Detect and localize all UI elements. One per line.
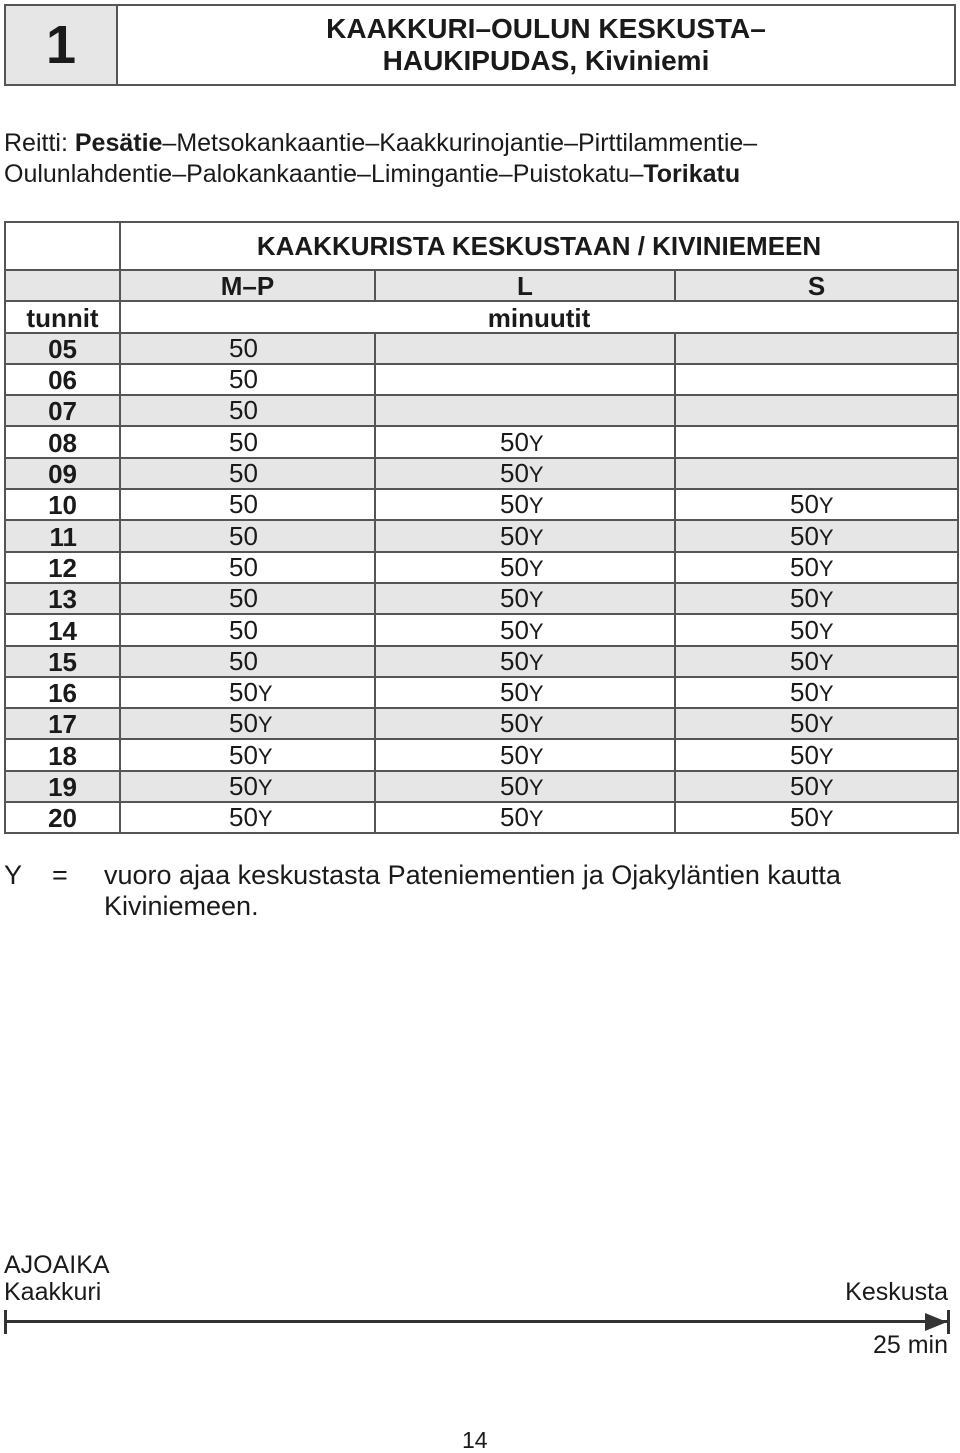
departure-time bbox=[229, 551, 258, 582]
minute-cell-s bbox=[675, 552, 958, 583]
hour-cell: 14 bbox=[5, 614, 120, 645]
departure-time bbox=[229, 804, 273, 832]
route-title bbox=[118, 6, 954, 84]
hour-cell: 10 bbox=[5, 489, 120, 520]
departure-time bbox=[229, 614, 258, 645]
minute-cell-mp bbox=[120, 646, 375, 677]
timetable bbox=[4, 221, 959, 834]
minute-value: 50 bbox=[500, 458, 529, 489]
minute-value: 50 bbox=[790, 677, 819, 708]
minute-cell-l bbox=[375, 802, 675, 833]
minute-cell-l bbox=[375, 614, 675, 645]
minute-cell-s bbox=[675, 677, 958, 708]
route-variant-marker: Y bbox=[528, 555, 544, 581]
minute-cell-l bbox=[375, 333, 675, 364]
table-row bbox=[5, 739, 958, 770]
minute-value: 50 bbox=[790, 708, 819, 739]
departure-time bbox=[229, 773, 273, 801]
minute-cell-mp bbox=[120, 489, 375, 520]
minute-cell-mp bbox=[120, 333, 375, 364]
table-row bbox=[5, 708, 958, 739]
departure-time bbox=[790, 645, 834, 676]
route-title-line-1: KAAKKURI–OULUN KESKUSTA– bbox=[326, 13, 766, 44]
route-variant-marker: Y bbox=[257, 743, 273, 769]
day-header-s: S bbox=[675, 270, 958, 301]
hour-cell: 13 bbox=[5, 583, 120, 614]
minute-value: 50 bbox=[229, 426, 258, 457]
minute-value: 50 bbox=[229, 771, 258, 802]
departure-time bbox=[500, 773, 544, 801]
table-row bbox=[5, 771, 958, 802]
hour-cell: 09 bbox=[5, 458, 120, 489]
minute-value: 50 bbox=[790, 739, 819, 770]
departure-time bbox=[500, 426, 544, 457]
route-variant-marker: Y bbox=[528, 462, 544, 488]
departure-time bbox=[229, 739, 273, 770]
minute-value: 50 bbox=[500, 583, 529, 614]
route-variant-marker: Y bbox=[818, 555, 834, 581]
minute-cell-mp bbox=[120, 583, 375, 614]
minute-cell-mp bbox=[120, 395, 375, 426]
minute-value: 50 bbox=[229, 645, 258, 676]
minute-value: 50 bbox=[229, 614, 258, 645]
route-variant-marker: Y bbox=[818, 649, 834, 675]
hour-cell: 18 bbox=[5, 739, 120, 770]
minute-cell-l bbox=[375, 771, 675, 802]
departure-time bbox=[790, 585, 834, 613]
minute-value: 50 bbox=[500, 708, 529, 739]
minute-value: 50 bbox=[790, 551, 819, 582]
hour-cell: 15 bbox=[5, 646, 120, 677]
minute-cell-l bbox=[375, 489, 675, 520]
hour-cell: 06 bbox=[5, 364, 120, 395]
minute-value: 50 bbox=[500, 645, 529, 676]
departure-time bbox=[229, 366, 258, 394]
minute-value: 50 bbox=[229, 364, 258, 395]
day-header-blank bbox=[5, 270, 120, 301]
minute-cell-s bbox=[675, 646, 958, 677]
departure-time bbox=[790, 739, 834, 770]
route-variant-marker: Y bbox=[528, 493, 544, 519]
route-variant-marker: Y bbox=[257, 806, 273, 832]
route-variant-marker: Y bbox=[528, 681, 544, 707]
minute-cell-mp bbox=[120, 739, 375, 770]
minute-value: 50 bbox=[229, 489, 258, 520]
hour-cell: 16 bbox=[5, 677, 120, 708]
minute-value: 50 bbox=[500, 739, 529, 770]
minute-cell-s bbox=[675, 771, 958, 802]
route-variant-marker: Y bbox=[257, 712, 273, 738]
hour-cell: 05 bbox=[5, 333, 120, 364]
minute-cell-l bbox=[375, 646, 675, 677]
table-row bbox=[5, 364, 958, 395]
route-variant-marker: Y bbox=[818, 493, 834, 519]
day-header-l: L bbox=[375, 270, 675, 301]
route-description bbox=[4, 128, 954, 190]
footnote-symbol: Y bbox=[4, 860, 23, 890]
minute-cell-s bbox=[675, 489, 958, 520]
route-line-1 bbox=[4, 128, 954, 159]
table-row bbox=[5, 614, 958, 645]
route-variant-marker: Y bbox=[528, 524, 544, 550]
minute-cell-l bbox=[375, 552, 675, 583]
table-row bbox=[5, 458, 958, 489]
arrow-right-icon bbox=[925, 1313, 947, 1331]
route-variant-marker: Y bbox=[818, 743, 834, 769]
table-row bbox=[5, 677, 958, 708]
minute-value: 50 bbox=[229, 332, 258, 363]
label-row bbox=[5, 301, 958, 332]
departure-time bbox=[500, 491, 544, 519]
route-variant-marker: Y bbox=[528, 587, 544, 613]
departure-time bbox=[229, 679, 273, 707]
minute-value: 50 bbox=[500, 677, 529, 708]
table-row bbox=[5, 426, 958, 457]
minutes-label: minuutit bbox=[120, 301, 958, 332]
departure-time bbox=[500, 804, 544, 832]
route-line-2 bbox=[4, 159, 954, 190]
departure-time bbox=[229, 585, 258, 613]
hour-cell: 17 bbox=[5, 708, 120, 739]
footnote-text: vuoro ajaa keskustasta Pateniementien ja Ojakyläntien kautta Kiviniemeen. bbox=[104, 860, 841, 921]
departure-time bbox=[790, 520, 834, 551]
day-header-row bbox=[5, 270, 958, 301]
minute-cell-s bbox=[675, 395, 958, 426]
route-variant-marker: Y bbox=[818, 587, 834, 613]
departure-time bbox=[790, 491, 834, 519]
table-row bbox=[5, 395, 958, 426]
minute-cell-mp bbox=[120, 677, 375, 708]
minute-cell-s bbox=[675, 583, 958, 614]
route-line-1-rest: –Metsokankaantie–Kaakkurinojantie–Pirttilammentie– bbox=[162, 129, 758, 157]
minute-value: 50 bbox=[500, 520, 529, 551]
route-header bbox=[4, 4, 956, 86]
departure-time bbox=[500, 679, 544, 707]
hour-cell: 08 bbox=[5, 426, 120, 457]
route-variant-marker: Y bbox=[818, 806, 834, 832]
minute-cell-l bbox=[375, 677, 675, 708]
route-variant-marker: Y bbox=[818, 681, 834, 707]
minute-value: 50 bbox=[790, 771, 819, 802]
minute-cell-s bbox=[675, 458, 958, 489]
minute-cell-mp bbox=[120, 458, 375, 489]
route-variant-marker: Y bbox=[528, 743, 544, 769]
minute-cell-l bbox=[375, 364, 675, 395]
direction-row bbox=[5, 222, 958, 270]
minute-cell-s bbox=[675, 333, 958, 364]
minute-cell-mp bbox=[120, 552, 375, 583]
minute-cell-mp bbox=[120, 426, 375, 457]
minute-cell-mp bbox=[120, 364, 375, 395]
table-row bbox=[5, 583, 958, 614]
minute-value: 50 bbox=[790, 802, 819, 833]
minute-cell-mp bbox=[120, 771, 375, 802]
route-variant-marker: Y bbox=[528, 775, 544, 801]
day-header-mp: M–P bbox=[120, 270, 375, 301]
minute-value: 50 bbox=[500, 771, 529, 802]
route-variant-marker: Y bbox=[818, 524, 834, 550]
route-title-line-2: HAUKIPUDAS, Kiviniemi bbox=[382, 45, 710, 76]
departure-time bbox=[500, 710, 544, 738]
page-number: 14 bbox=[462, 1427, 488, 1453]
departure-time bbox=[229, 332, 258, 363]
minute-cell-l bbox=[375, 458, 675, 489]
minute-cell-s bbox=[675, 708, 958, 739]
departure-time bbox=[500, 645, 544, 676]
departure-time bbox=[790, 614, 834, 645]
departure-time bbox=[500, 460, 544, 488]
hour-cell: 07 bbox=[5, 395, 120, 426]
route-variant-marker: Y bbox=[257, 775, 273, 801]
minute-value: 50 bbox=[790, 489, 819, 520]
minute-cell-mp bbox=[120, 802, 375, 833]
direction-title: KAAKKURISTA KESKUSTAAN / KIVINIEMEEN bbox=[120, 222, 958, 270]
hour-cell: 12 bbox=[5, 552, 120, 583]
minute-cell-l bbox=[375, 708, 675, 739]
table-row bbox=[5, 333, 958, 364]
departure-time bbox=[229, 520, 258, 551]
minute-cell-s bbox=[675, 802, 958, 833]
travel-time-label: AJOAIKA bbox=[4, 1251, 110, 1279]
route-variant-marker: Y bbox=[528, 430, 544, 456]
minute-value: 50 bbox=[229, 708, 258, 739]
minute-cell-s bbox=[675, 426, 958, 457]
hour-cell: 19 bbox=[5, 771, 120, 802]
travel-timeline bbox=[4, 1310, 950, 1334]
minute-value: 50 bbox=[790, 614, 819, 645]
departure-time bbox=[790, 773, 834, 801]
departure-time bbox=[229, 645, 258, 676]
departure-time bbox=[790, 804, 834, 832]
route-line-2-main: Oulunlahdentie–Palokankaantie–Limingantie–Puistokatu– bbox=[4, 160, 644, 188]
minute-value: 50 bbox=[229, 520, 258, 551]
departure-time bbox=[500, 551, 544, 582]
route-variant-marker: Y bbox=[818, 618, 834, 644]
minute-value: 50 bbox=[500, 489, 529, 520]
minute-cell-l bbox=[375, 395, 675, 426]
minute-cell-mp bbox=[120, 520, 375, 551]
minute-cell-mp bbox=[120, 708, 375, 739]
minute-cell-s bbox=[675, 614, 958, 645]
departure-time bbox=[790, 551, 834, 582]
departure-time bbox=[500, 614, 544, 645]
travel-to: Keskusta bbox=[845, 1278, 948, 1306]
hour-cell: 11 bbox=[5, 520, 120, 551]
minute-value: 50 bbox=[229, 458, 258, 489]
departure-time bbox=[500, 585, 544, 613]
minute-cell-l bbox=[375, 426, 675, 457]
timeline-line bbox=[4, 1320, 948, 1323]
travel-duration: 25 min bbox=[872, 1331, 948, 1359]
departure-time bbox=[229, 426, 258, 457]
route-variant-marker: Y bbox=[528, 618, 544, 644]
minute-cell-l bbox=[375, 583, 675, 614]
corner-cell bbox=[5, 222, 120, 270]
table-row bbox=[5, 802, 958, 833]
timetable-body bbox=[5, 222, 958, 833]
minute-value: 50 bbox=[229, 677, 258, 708]
minute-value: 50 bbox=[790, 520, 819, 551]
route-variant-marker: Y bbox=[528, 806, 544, 832]
minute-cell-mp bbox=[120, 614, 375, 645]
hours-label: tunnit bbox=[5, 301, 120, 332]
departure-time bbox=[229, 460, 258, 488]
footnote-equals: = bbox=[52, 860, 68, 890]
minute-value: 50 bbox=[229, 395, 258, 426]
minute-cell-s bbox=[675, 739, 958, 770]
route-variant-marker: Y bbox=[818, 775, 834, 801]
minute-value: 50 bbox=[500, 614, 529, 645]
minute-value: 50 bbox=[500, 802, 529, 833]
minute-value: 50 bbox=[500, 551, 529, 582]
table-row bbox=[5, 646, 958, 677]
departure-time bbox=[790, 679, 834, 707]
hour-cell: 20 bbox=[5, 802, 120, 833]
minute-cell-s bbox=[675, 364, 958, 395]
minute-cell-l bbox=[375, 520, 675, 551]
table-row bbox=[5, 489, 958, 520]
route-variant-marker: Y bbox=[528, 712, 544, 738]
minute-value: 50 bbox=[500, 426, 529, 457]
minute-cell-l bbox=[375, 739, 675, 770]
table-row bbox=[5, 520, 958, 551]
route-last-stop: Torikatu bbox=[643, 160, 741, 188]
minute-cell-s bbox=[675, 520, 958, 551]
minute-value: 50 bbox=[229, 583, 258, 614]
travel-from: Kaakkuri bbox=[4, 1278, 102, 1306]
departure-time bbox=[229, 491, 258, 519]
route-variant-marker: Y bbox=[818, 712, 834, 738]
route-prefix: Reitti: bbox=[4, 129, 75, 157]
departure-time bbox=[500, 739, 544, 770]
minute-value: 50 bbox=[229, 551, 258, 582]
departure-time bbox=[500, 520, 544, 551]
departure-time bbox=[229, 710, 273, 738]
departure-time bbox=[229, 397, 258, 425]
minute-value: 50 bbox=[790, 645, 819, 676]
minute-value: 50 bbox=[229, 739, 258, 770]
minute-value: 50 bbox=[790, 583, 819, 614]
route-variant-marker: Y bbox=[257, 681, 273, 707]
route-variant-marker: Y bbox=[528, 649, 544, 675]
minute-value: 50 bbox=[229, 802, 258, 833]
table-row bbox=[5, 552, 958, 583]
departure-time bbox=[790, 710, 834, 738]
route-first-stop: Pesätie bbox=[74, 129, 163, 157]
route-number: 1 bbox=[6, 6, 118, 84]
